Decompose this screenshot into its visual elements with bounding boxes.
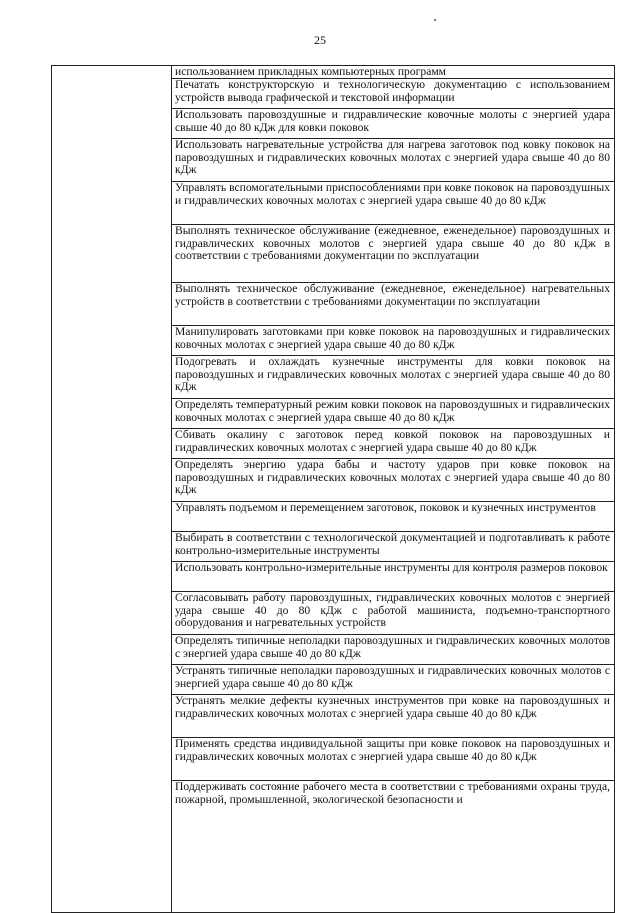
skill-cell: Выполнять техническое обслуживание (ежедневное, еженедельное) нагревательных устройств в соответствии с требованиями документации по эксплуатации bbox=[172, 283, 615, 326]
skill-cell: Подогревать и охлаждать кузнечные инструменты для ковки поковок на паровоздушных и гидравлических ковочных молотах с энергией удара свыше 40 до 80 кДж bbox=[172, 356, 615, 399]
left-empty-column bbox=[52, 66, 172, 913]
skills-table bbox=[51, 65, 615, 913]
skill-cell: Манипулировать заготовками при ковке поковок на паровоздушных и гидравлических ковочных молотах с энергией удара свыше 40 до 80 кДж bbox=[172, 326, 615, 356]
skill-cell: Использовать паровоздушные и гидравлические ковочные молоты с энергией удара свыше 40 до 80 кДж для ковки поковок bbox=[172, 109, 615, 139]
skill-cell: Определять температурный режим ковки поковок на паровоздушных и гидравлических ковочных молотах с энергией удара свыше 40 до 80 кДж bbox=[172, 399, 615, 429]
skill-cell: использованием прикладных компьютерных программ bbox=[172, 66, 615, 79]
skill-cell: Печатать конструкторскую и технологическую документацию с использованием устройств вывода графической и текстовой информации bbox=[172, 79, 615, 109]
skill-cell: Использовать контрольно-измерительные инструменты для контроля размеров поковок bbox=[172, 562, 615, 592]
skill-cell: Согласовывать работу паровоздушных, гидравлических ковочных молотов с энергией удара свыше 40 до 80 кДж с работой машиниста, подъемно-транспортного оборудования и нагревательных устройств bbox=[172, 592, 615, 635]
skill-cell: Сбивать окалину с заготовок перед ковкой поковок на паровоздушных и гидравлических ковочных молотах с энергией удара свыше 40 до 80 кДж bbox=[172, 429, 615, 459]
skill-cell: Применять средства индивидуальной защиты при ковке поковок на паровоздушных и гидравлических ковочных молотах с энергией удара свыше 40 до 80 кДж bbox=[172, 738, 615, 781]
scan-speck bbox=[434, 19, 436, 21]
skill-cell: Устранять типичные неполадки паровоздушных и гидравлических ковочных молотов с энергией удара свыше 40 до 80 кДж bbox=[172, 665, 615, 695]
skill-cell: Определять энергию удара бабы и частоту ударов при ковке поковок на паровоздушных и гидравлических ковочных молотах с энергией удара свыше 40 до 80 кДж bbox=[172, 459, 615, 502]
table-row bbox=[52, 66, 615, 79]
skill-cell: Определять типичные неполадки паровоздушных и гидравлических ковочных молотов с энергией удара свыше 40 до 80 кДж bbox=[172, 635, 615, 665]
skill-cell: Выполнять техническое обслуживание (ежедневное, еженедельное) паровоздушных и гидравлических ковочных молотов с энергией удара свыше 40 до 80 кДж в соответствии с требованиями документации по эксплуатации bbox=[172, 225, 615, 283]
skill-cell: Управлять подъемом и перемещением заготовок, поковок и кузнечных инструментов bbox=[172, 502, 615, 532]
skill-cell: Использовать нагревательные устройства для нагрева заготовок под ковку поковок на паровоздушных и гидравлических ковочных молотах с энергией удара свыше 40 до 80 кДж bbox=[172, 139, 615, 182]
skill-cell: Управлять вспомогательными приспособлениями при ковке поковок на паровоздушных и гидравлических ковочных молотах с энергией удара свыше 40 до 80 кДж bbox=[172, 182, 615, 225]
skill-cell: Поддерживать состояние рабочего места в соответствии с требованиями охраны труда, пожарной, промышленной, экологической безопасности и bbox=[172, 781, 615, 913]
page-number: 25 bbox=[314, 33, 326, 47]
skill-cell: Выбирать в соответствии с технологической документацией и подготавливать к работе контрольно-измерительные инструменты bbox=[172, 532, 615, 562]
skill-cell: Устранять мелкие дефекты кузнечных инструментов при ковке на паровоздушных и гидравлических ковочных молотах с энергией удара свыше 40 до 80 кДж bbox=[172, 695, 615, 738]
